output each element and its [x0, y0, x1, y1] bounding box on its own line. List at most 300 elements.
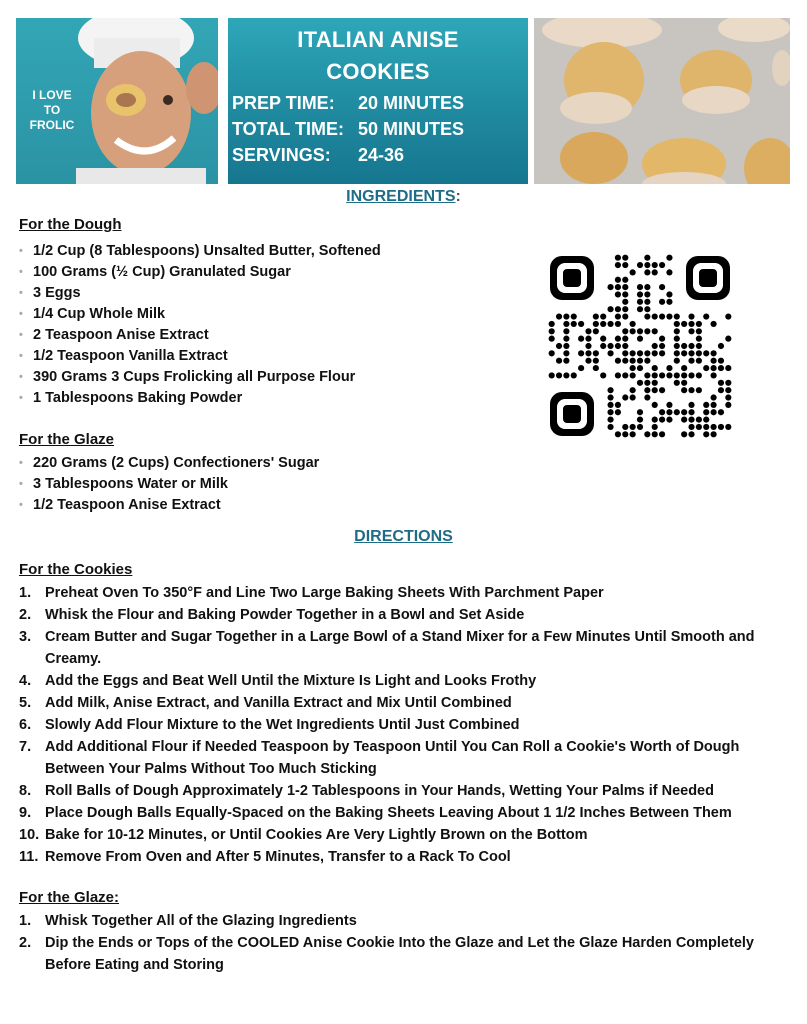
qr-module [703, 409, 709, 415]
qr-module [607, 402, 613, 408]
qr-module [725, 402, 731, 408]
qr-module [600, 343, 606, 349]
step-number: 2. [19, 935, 32, 951]
qr-module [585, 328, 591, 334]
qr-module [615, 321, 621, 327]
step-item [19, 626, 789, 670]
step-number: 1. [19, 913, 32, 929]
qr-module [718, 409, 724, 415]
dough-ingredient-list [19, 241, 381, 409]
step-text: Add Milk, Anise Extract, and Vanilla Extract and Mix Until Combined [45, 695, 512, 711]
qr-module [718, 343, 724, 349]
qr-module [644, 313, 650, 319]
qr-module [563, 328, 569, 334]
qr-module [637, 350, 643, 356]
qr-module [674, 358, 680, 364]
qr-module [652, 343, 658, 349]
qr-module [725, 387, 731, 393]
step-text: Bake for 10-12 Minutes, or Until Cookies Are Very Lightly Brown on the Bottom [45, 827, 588, 843]
step-number: 3. [19, 629, 32, 645]
ingredient-item: • 2 Teaspoon Anise Extract [19, 325, 381, 346]
qr-module [637, 409, 643, 415]
qr-module [622, 343, 628, 349]
step-text: Whisk Together All of the Glazing Ingredients [45, 913, 357, 929]
qr-module [711, 409, 717, 415]
qr-module [593, 350, 599, 356]
qr-module [688, 328, 694, 334]
qr-module [696, 372, 702, 378]
qr-module [630, 269, 636, 275]
qr-module [600, 321, 606, 327]
qr-module [556, 358, 562, 364]
qr-module [718, 358, 724, 364]
qr-module [659, 350, 665, 356]
qr-module [688, 343, 694, 349]
qr-module [711, 431, 717, 437]
qr-module [637, 365, 643, 371]
qr-module [674, 321, 680, 327]
qr-module [607, 306, 613, 312]
step-item [19, 802, 789, 824]
qr-module [703, 424, 709, 430]
qr-module [637, 284, 643, 290]
qr-module [615, 291, 621, 297]
qr-module [622, 358, 628, 364]
qr-module [622, 262, 628, 268]
meta-total-time [232, 116, 464, 142]
qr-module [637, 424, 643, 430]
qr-module [615, 306, 621, 312]
step-number: 10. [19, 827, 40, 843]
qr-module [644, 284, 650, 290]
ingredient-item: • 100 Grams (½ Cup) Granulated Sugar [19, 262, 381, 283]
meta-label: SERVINGS: [232, 145, 331, 165]
qr-module [578, 365, 584, 371]
qr-module [556, 343, 562, 349]
qr-module [622, 336, 628, 342]
qr-module [644, 358, 650, 364]
qr-module [681, 387, 687, 393]
qr-module [622, 277, 628, 283]
meta-label: PREP TIME: [232, 93, 335, 113]
qr-module [681, 372, 687, 378]
qr-module [630, 358, 636, 364]
step-text: Place Dough Balls Equally-Spaced on the Baking Sheets Leaving About 1 1/2 Inches Between Them [45, 805, 732, 821]
qr-module [666, 372, 672, 378]
step-item [19, 692, 789, 714]
qr-module [666, 402, 672, 408]
qr-code[interactable] [548, 254, 732, 438]
qr-module [652, 387, 658, 393]
qr-module [563, 350, 569, 356]
qr-module [725, 394, 731, 400]
qr-module [703, 431, 709, 437]
qr-module [549, 372, 555, 378]
qr-module [652, 262, 658, 268]
qr-module [615, 409, 621, 415]
qr-module [696, 350, 702, 356]
qr-module [652, 380, 658, 386]
qr-module [696, 424, 702, 430]
qr-module [681, 350, 687, 356]
qr-module [644, 350, 650, 356]
ingredients-heading [0, 188, 807, 206]
qr-module [688, 387, 694, 393]
qr-module [688, 409, 694, 415]
step-number: 11. [19, 849, 39, 865]
qr-module [659, 299, 665, 305]
qr-module [622, 299, 628, 305]
qr-module [622, 313, 628, 319]
cookies-illustration [534, 18, 790, 184]
ingredient-item: • 1/2 Cup (8 Tablespoons) Unsalted Butter, Softened [19, 241, 381, 262]
qr-module [659, 431, 665, 437]
qr-module [659, 417, 665, 423]
qr-module [622, 291, 628, 297]
qr-module [666, 365, 672, 371]
qr-module [688, 424, 694, 430]
qr-module [644, 306, 650, 312]
qr-module [711, 365, 717, 371]
qr-module [615, 343, 621, 349]
qr-module [637, 306, 643, 312]
qr-module [703, 313, 709, 319]
step-item [19, 670, 789, 692]
qr-module [549, 321, 555, 327]
qr-module [630, 431, 636, 437]
qr-module [615, 277, 621, 283]
qr-module [688, 321, 694, 327]
qr-module [674, 336, 680, 342]
qr-module [644, 372, 650, 378]
qr-module [578, 321, 584, 327]
chef-caption: I LOVE TO FROLIC [29, 88, 75, 132]
qr-module [652, 424, 658, 430]
cookie-steps-list [19, 582, 789, 868]
qr-module [630, 372, 636, 378]
qr-module [578, 336, 584, 342]
qr-module [637, 328, 643, 334]
qr-module [549, 328, 555, 334]
meta-value: 50 MINUTES [358, 119, 465, 139]
ingredient-item: • 3 Eggs [19, 283, 381, 304]
qr-module [644, 387, 650, 393]
qr-module [637, 291, 643, 297]
qr-module [563, 358, 569, 364]
step-item [19, 582, 789, 604]
qr-module [644, 431, 650, 437]
qr-module [607, 321, 613, 327]
chef-photo [16, 18, 218, 184]
qr-module [688, 402, 694, 408]
qr-module [703, 417, 709, 423]
qr-module [630, 394, 636, 400]
qr-module [630, 350, 636, 356]
qr-module [622, 372, 628, 378]
qr-module [622, 431, 628, 437]
qr-module [666, 313, 672, 319]
qr-module [725, 424, 731, 430]
qr-module [607, 417, 613, 423]
glaze-subheading: For the Glaze [19, 431, 115, 448]
qr-module [696, 387, 702, 393]
qr-module [600, 336, 606, 342]
qr-module [644, 394, 650, 400]
qr-module [622, 350, 628, 356]
qr-module [593, 365, 599, 371]
qr-module [659, 387, 665, 393]
qr-module [556, 372, 562, 378]
qr-module [644, 328, 650, 334]
qr-module [681, 380, 687, 386]
recipe-header [16, 18, 790, 184]
qr-module [659, 262, 665, 268]
step-number: 1. [19, 585, 32, 601]
qr-module [637, 380, 643, 386]
qr-module [556, 313, 562, 319]
qr-module [622, 306, 628, 312]
meta-servings [232, 142, 464, 168]
step-item [19, 910, 789, 932]
qr-module [696, 336, 702, 342]
meta-value: 24-36 [358, 145, 405, 165]
qr-module [703, 365, 709, 371]
qr-module [666, 291, 672, 297]
cookies-subheading: For the Cookies [19, 561, 133, 578]
qr-module [688, 350, 694, 356]
cookies-photo [534, 18, 790, 184]
qr-module [659, 336, 665, 342]
qr-module [637, 262, 643, 268]
qr-module [681, 417, 687, 423]
qr-module [674, 343, 680, 349]
qr-module [607, 387, 613, 393]
qr-module [718, 424, 724, 430]
step-item [19, 604, 789, 626]
qr-module [666, 417, 672, 423]
qr-module [725, 380, 731, 386]
title-line-1: ITALIAN ANISE [297, 27, 459, 52]
qr-module [674, 328, 680, 334]
step-item [19, 846, 789, 868]
step-item [19, 824, 789, 846]
qr-module [585, 336, 591, 342]
qr-module [630, 321, 636, 327]
qr-module [718, 365, 724, 371]
qr-module [607, 343, 613, 349]
step-text: Roll Balls of Dough Approximately 1-2 Tablespoons in Your Hands, Wetting Your Palms if Needed [45, 783, 714, 799]
qr-module [593, 358, 599, 364]
qr-module [666, 269, 672, 275]
recipe-meta [232, 90, 464, 168]
meta-prep-time [232, 90, 464, 116]
qr-module [615, 358, 621, 364]
qr-module [711, 372, 717, 378]
qr-module [563, 343, 569, 349]
step-number: 6. [19, 717, 32, 733]
qr-module [578, 350, 584, 356]
qr-module [681, 409, 687, 415]
qr-module [615, 284, 621, 290]
qr-module [615, 372, 621, 378]
meta-value: 20 MINUTES [358, 93, 465, 113]
qr-module [688, 431, 694, 437]
qr-module [666, 255, 672, 261]
title-panel [228, 18, 528, 184]
ingredient-item: • 1/2 Teaspoon Vanilla Extract [19, 346, 381, 367]
qr-finder-top-left [550, 256, 594, 300]
meta-label: TOTAL TIME: [232, 119, 344, 139]
qr-module [585, 358, 591, 364]
qr-module [622, 424, 628, 430]
step-number: 8. [19, 783, 32, 799]
recipe-title [228, 18, 528, 88]
qr-module [711, 350, 717, 356]
qr-module [652, 350, 658, 356]
glaze-steps-list [19, 910, 789, 976]
qr-module [674, 313, 680, 319]
qr-module [630, 387, 636, 393]
step-number: 5. [19, 695, 32, 711]
qr-module [652, 269, 658, 275]
qr-module [615, 255, 621, 261]
step-text: Add Additional Flour if Needed Teaspoon by Teaspoon Until You Can Roll a Cookie's Worth of Dough Between Your Palms Without Too Much Sticking [45, 739, 740, 777]
qr-module [681, 343, 687, 349]
qr-module [659, 343, 665, 349]
qr-module [563, 313, 569, 319]
step-number: 4. [19, 673, 32, 689]
step-number: 7. [19, 739, 32, 755]
qr-module [652, 328, 658, 334]
qr-module [615, 402, 621, 408]
step-item [19, 714, 789, 736]
qr-module [703, 402, 709, 408]
qr-module [571, 321, 577, 327]
qr-module [644, 255, 650, 261]
qr-module [549, 350, 555, 356]
qr-module [652, 313, 658, 319]
qr-module [652, 402, 658, 408]
qr-module [622, 255, 628, 261]
qr-module [630, 328, 636, 334]
qr-module [725, 336, 731, 342]
ingredient-item: • 1/4 Cup Whole Milk [19, 304, 381, 325]
step-text: Slowly Add Flour Mixture to the Wet Ingredients Until Just Combined [45, 717, 520, 733]
step-number: 2. [19, 607, 32, 623]
qr-module [688, 372, 694, 378]
qr-module [659, 313, 665, 319]
qr-module [652, 365, 658, 371]
qr-module [593, 328, 599, 334]
qr-module [644, 299, 650, 305]
qr-module [674, 380, 680, 386]
qr-module [688, 417, 694, 423]
qr-module [674, 409, 680, 415]
step-item [19, 736, 789, 780]
qr-module [681, 431, 687, 437]
qr-module [711, 321, 717, 327]
directions-heading-text: DIRECTIONS [354, 528, 453, 545]
qr-module [571, 372, 577, 378]
qr-module [711, 402, 717, 408]
dough-subheading: For the Dough [19, 216, 122, 233]
qr-module [615, 313, 621, 319]
qr-module [600, 372, 606, 378]
qr-module [600, 313, 606, 319]
qr-finder-bottom-left [550, 392, 594, 436]
qr-module [725, 313, 731, 319]
step-text: Preheat Oven To 350°F and Line Two Large Baking Sheets With Parchment Paper [45, 585, 604, 601]
qr-module [637, 336, 643, 342]
qr-module [630, 365, 636, 371]
qr-module [607, 284, 613, 290]
ingredient-item: • 390 Grams 3 Cups Frolicking all Purpose Flour [19, 367, 381, 388]
qr-module [563, 321, 569, 327]
qr-module [674, 350, 680, 356]
qr-module [674, 372, 680, 378]
qr-module [593, 321, 599, 327]
qr-module [622, 394, 628, 400]
qr-module [703, 350, 709, 356]
glaze-ingredient-list [19, 453, 319, 516]
qr-module [681, 365, 687, 371]
qr-module [585, 343, 591, 349]
qr-module [622, 284, 628, 290]
qr-module [607, 350, 613, 356]
title-line-2: COOKIES [326, 59, 430, 84]
qr-module [659, 372, 665, 378]
qr-module [607, 409, 613, 415]
qr-module [711, 358, 717, 364]
qr-module [718, 380, 724, 386]
ingredients-heading-text: INGREDIENTS [346, 188, 456, 205]
qr-module [666, 299, 672, 305]
qr-module [615, 336, 621, 342]
qr-module [718, 387, 724, 393]
ingredients-heading-colon: : [455, 188, 461, 205]
ingredient-item: • 220 Grams (2 Cups) Confectioners' Sugar [19, 453, 319, 474]
qr-module [725, 365, 731, 371]
qr-module [681, 321, 687, 327]
qr-module [696, 417, 702, 423]
qr-module [637, 299, 643, 305]
step-text: Add the Eggs and Beat Well Until the Mixture Is Light and Looks Frothy [45, 673, 537, 689]
qr-module [696, 328, 702, 334]
step-item [19, 780, 789, 802]
qr-module [615, 431, 621, 437]
qr-module [585, 350, 591, 356]
qr-module [696, 321, 702, 327]
qr-module [615, 262, 621, 268]
glaze-directions-subheading: For the Glaze: [19, 889, 120, 906]
qr-module [696, 358, 702, 364]
qr-module [593, 313, 599, 319]
qr-module [644, 291, 650, 297]
qr-module [659, 284, 665, 290]
directions-heading [0, 528, 807, 546]
qr-module [607, 424, 613, 430]
qr-module [637, 417, 643, 423]
qr-module [652, 431, 658, 437]
qr-module [688, 313, 694, 319]
step-text: Whisk the Flour and Baking Powder Together in a Bowl and Set Aside [45, 607, 525, 623]
qr-module [659, 409, 665, 415]
step-text: Dip the Ends or Tops of the COOLED Anise Cookie Into the Glaze and Let the Glaze Harden Completely Before Eating and Storing [45, 935, 754, 973]
qr-module [644, 380, 650, 386]
qr-module [622, 328, 628, 334]
qr-module [571, 313, 577, 319]
ingredient-item: • 1 Tablespoons Baking Powder [19, 388, 381, 409]
